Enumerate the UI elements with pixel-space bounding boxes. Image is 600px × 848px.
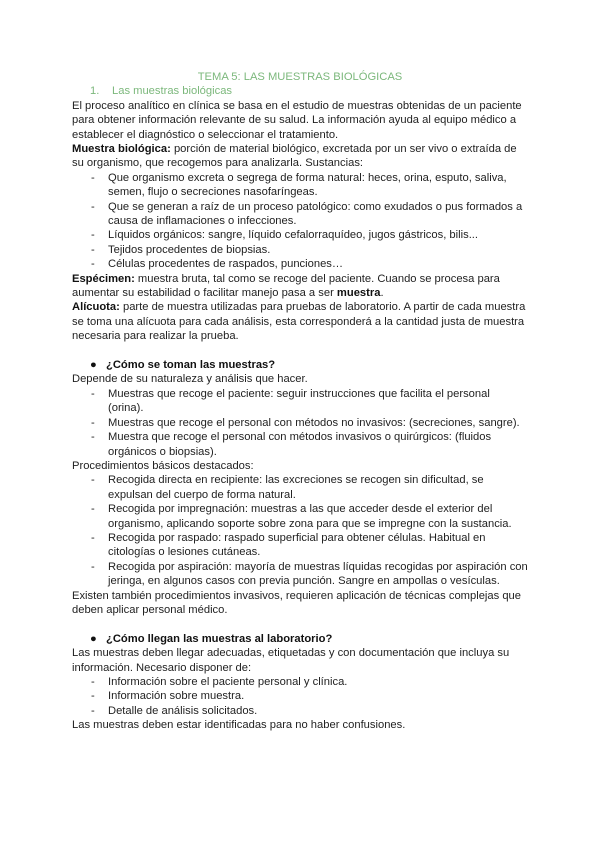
- document-title: TEMA 5: LAS MUESTRAS BIOLÓGICAS: [197, 71, 403, 83]
- especimen-bold-word: muestra: [336, 287, 381, 300]
- list-item: - Recogida por raspado: raspado superficial para obtener células. Habitual en citologías o lesiones cutáneas.: [91, 531, 528, 560]
- list-item: - Muestras que recoge el personal con métodos no invasivos: (secreciones, sangre).: [91, 416, 528, 430]
- q1-list: [72, 387, 528, 459]
- list-item: - Recogida por impregnación: muestras a las que acceder desde el exterior del organismo, aplicando soporte sobre zona para que se impregne con la sustancia.: [91, 502, 528, 531]
- list-item: - Que organismo excreta o segrega de forma natural: heces, orina, esputo, saliva, semen, flujo o secreciones nasofaríngeas.: [91, 171, 528, 200]
- question-heading-text: ¿Cómo se toman las muestras?: [106, 359, 276, 372]
- list-item: - Muestras que recoge el paciente: seguir instrucciones que facilita el personal (orina).: [91, 387, 528, 416]
- term-muestra-biologica: Muestra biológica:: [72, 143, 171, 155]
- question-heading: [72, 358, 528, 372]
- q1-intro: Depende de su naturaleza y análisis que hacer.: [72, 373, 308, 386]
- question-heading-text: ¿Cómo llegan las muestras al laboratorio?: [106, 632, 333, 645]
- term-alicuota: Alícuota:: [72, 301, 120, 314]
- q2-list: [72, 675, 528, 718]
- substances-list: [72, 171, 528, 272]
- q2-intro: Las muestras deben llegar adecuadas, etiquetadas y con documentación que incluya su información. Necesario disponer de:: [72, 647, 510, 674]
- list-item: - Información sobre el paciente personal y clínica.: [91, 675, 528, 689]
- question-heading: [72, 632, 528, 646]
- especimen-paragraph: [72, 272, 528, 301]
- list-item: - Que se generan a raíz de un proceso patológico: como exudados o pus formados a causa de inflamaciones o infecciones.: [91, 200, 528, 229]
- q2-closing: Las muestras deben estar identificadas para no haber confusiones.: [72, 719, 406, 732]
- especimen-text-after: .: [380, 287, 384, 300]
- list-item: - Muestra que recoge el personal con métodos invasivos o quirúrgicos: (fluidos orgánicos o biopsias).: [91, 430, 528, 459]
- section-heading: [90, 84, 528, 98]
- especimen-text-before: muestra bruta, tal como se recoge del paciente. Cuando se procesa para aumentar su estabilidad o facilitar manejo pasa a ser: [72, 272, 500, 300]
- term-especimen: Espécimen:: [72, 272, 135, 285]
- list-item: - Detalle de análisis solicitados.: [91, 704, 528, 718]
- list-item: - Tejidos procedentes de biopsias.: [91, 243, 528, 257]
- list-item: - Recogida directa en recipiente: las excreciones se recogen sin dificultad, se expulsan del cuerpo de forma natural.: [91, 473, 528, 502]
- bullet-icon: ●: [90, 359, 97, 372]
- definition-muestra-biologica: porción de material biológico, excretada por un ser vivo o extraída de su organismo, que recogemos para analizarla. Sustancias:: [72, 143, 517, 170]
- list-item: - Recogida por aspiración: mayoría de muestras líquidas recogidas por aspiración con jeringa, en algunos casos con previa punción. Sangre en ampollas o vesículas.: [91, 560, 528, 589]
- list-item: - Información sobre muestra.: [91, 689, 528, 703]
- alicuota-paragraph: [72, 300, 528, 343]
- section-number: 1.: [90, 85, 100, 98]
- q1-closing: Existen también procedimientos invasivos, requieren aplicación de técnicas complejas que deben aplicar personal médico.: [72, 589, 521, 616]
- definition-alicuota: parte de muestra utilizadas para pruebas de laboratorio. A partir de cada muestra se toma una alícuota para cada análisis, esta corresponderá a la cantidad justa de muestra necesaria para realizar la prueba.: [72, 301, 526, 343]
- muestra-biologica-paragraph: [72, 142, 528, 171]
- intro-paragraph: El proceso analítico en clínica se basa en el estudio de muestras obtenidas de un paciente para obtener información relevante de su salud. La información ayuda al equipo médico a establecer el diagnóstico o seleccionar el tratamiento.: [72, 99, 522, 141]
- procedures-list: [72, 473, 528, 588]
- bullet-icon: ●: [90, 632, 97, 645]
- list-item: - Líquidos orgánicos: sangre, líquido cefalorraquídeo, jugos gástricos, bilis...: [91, 228, 528, 242]
- procedures-intro: Procedimientos básicos destacados:: [72, 459, 254, 472]
- section-label: Las muestras biológicas: [112, 85, 233, 98]
- list-item: - Células procedentes de raspados, punciones…: [91, 257, 528, 271]
